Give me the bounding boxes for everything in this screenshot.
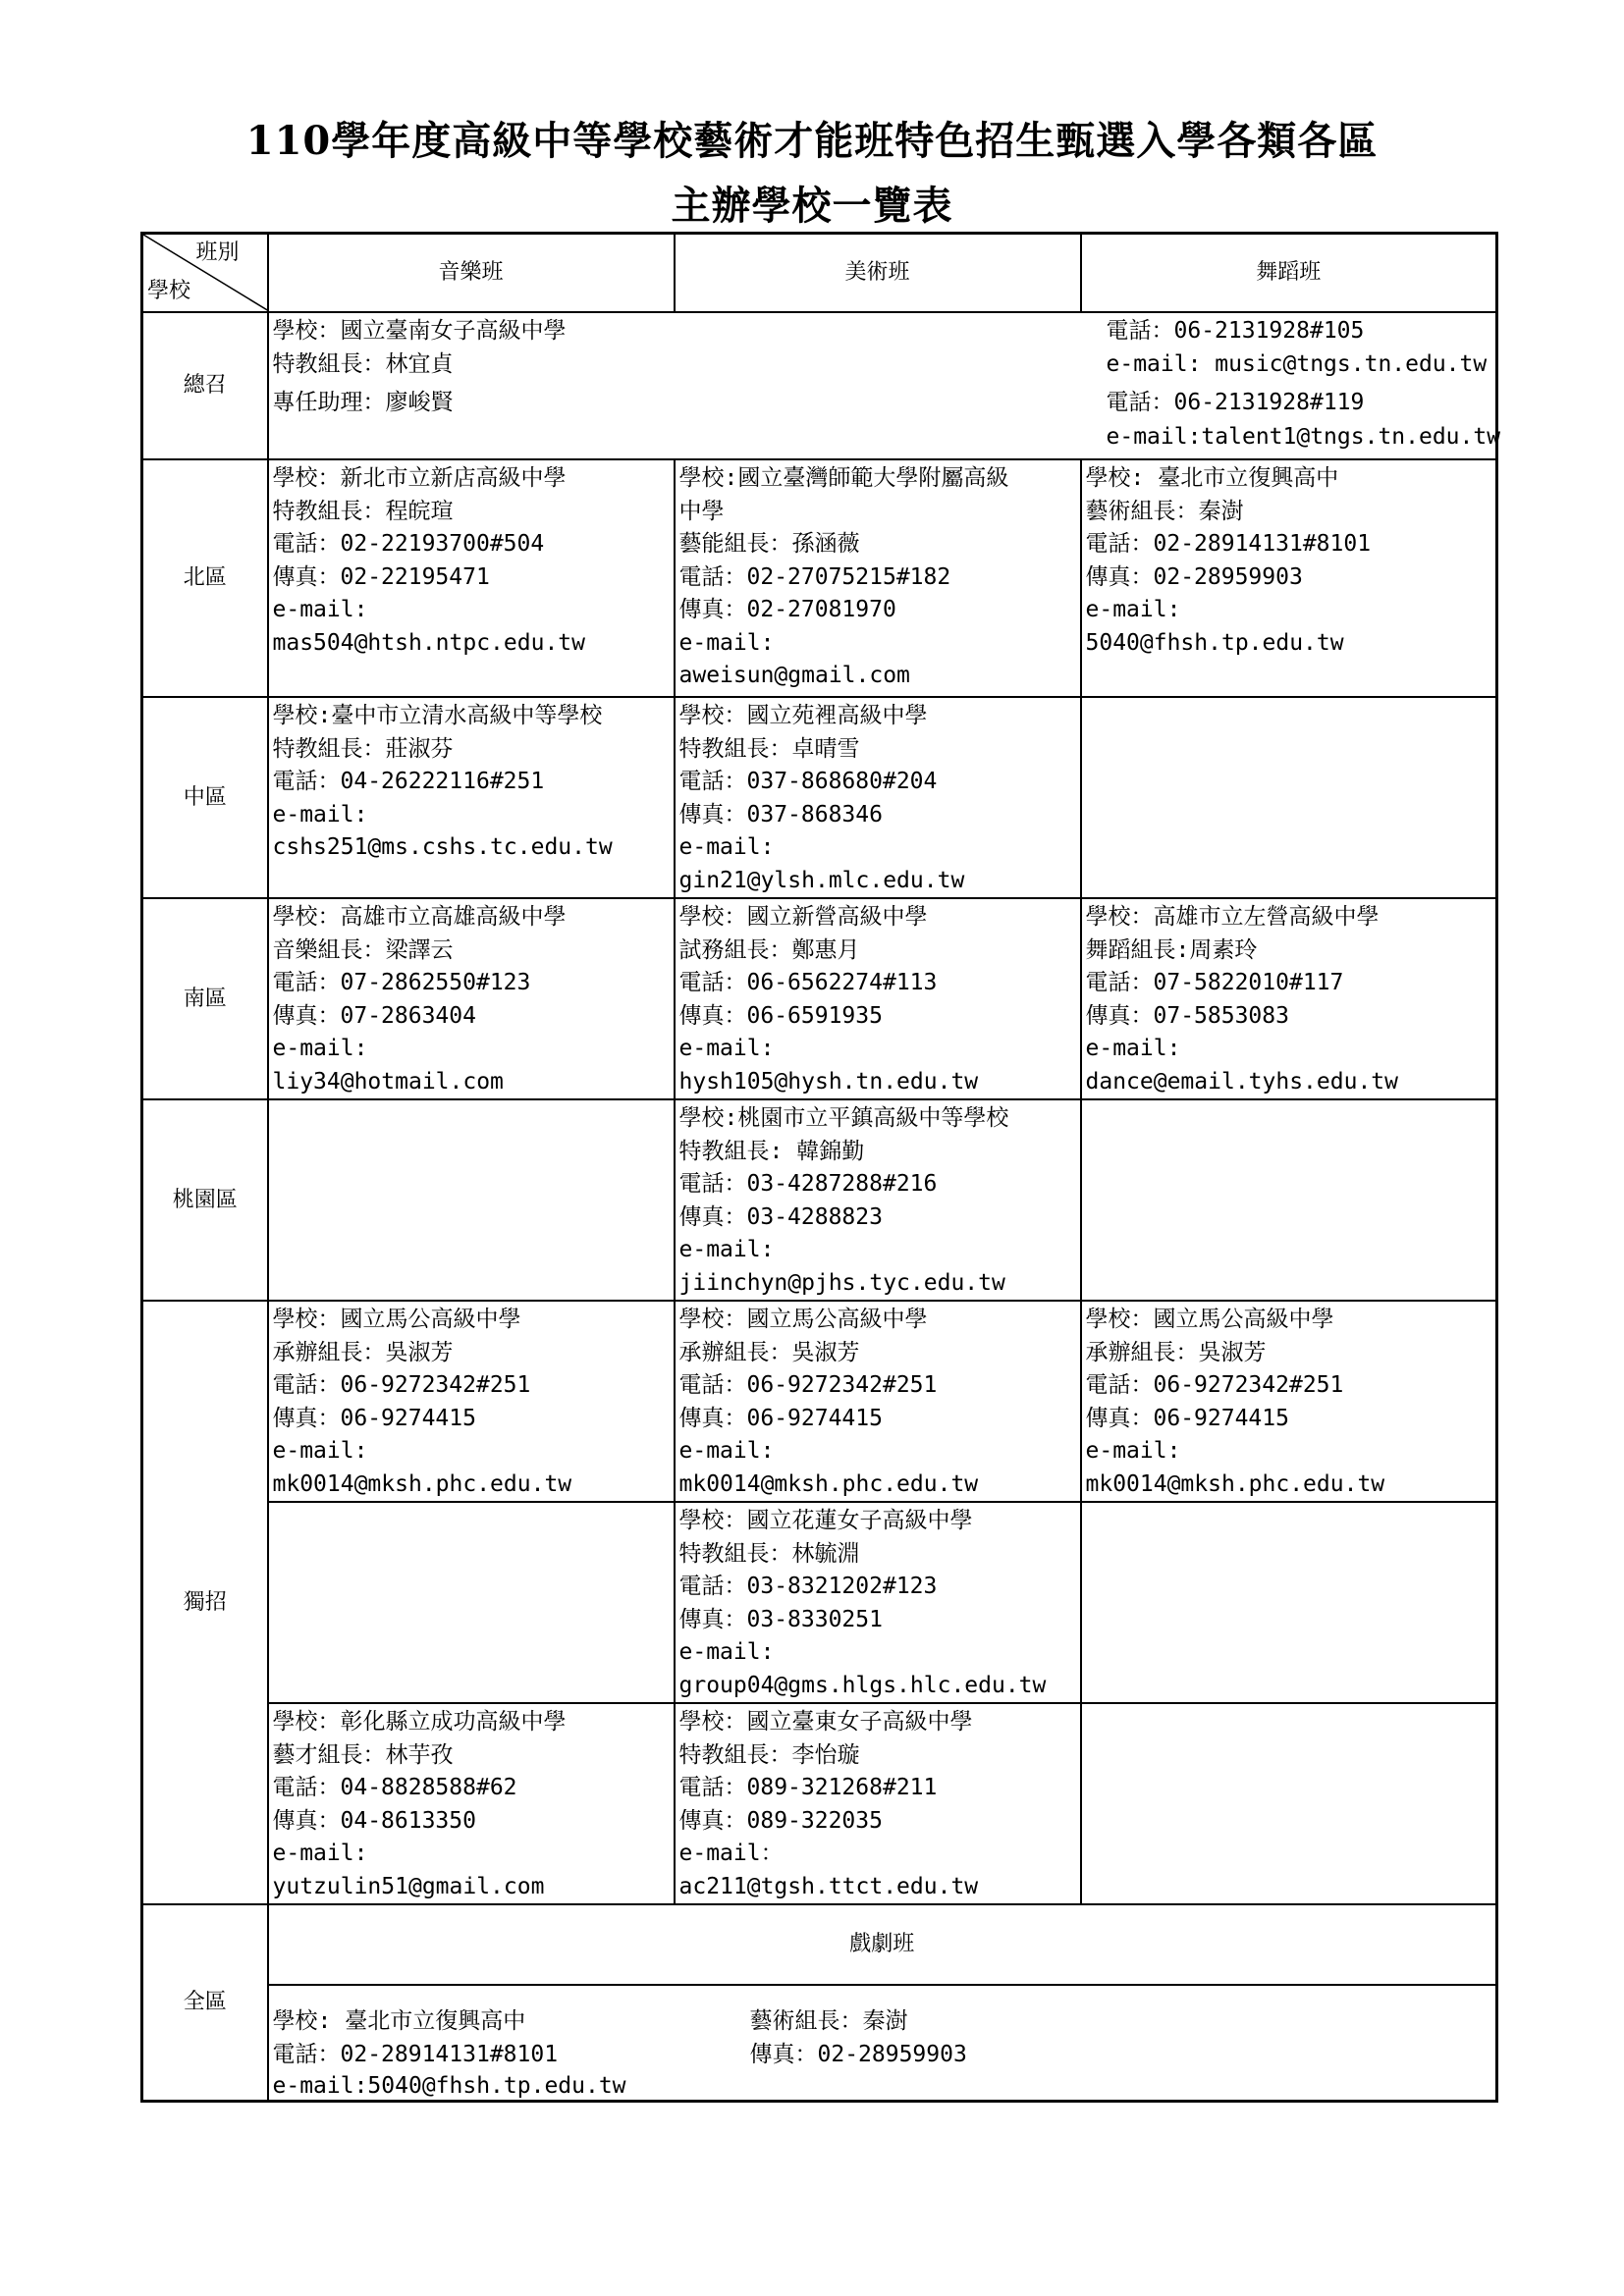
national-leader: 藝術組長：秦澍 [749, 2008, 908, 2034]
music-cell-line: 藝才組長：林芋孜 [272, 1741, 454, 1768]
art-cell [675, 1301, 1081, 1502]
art-cell-line: 藝能組長：孫涵薇 [678, 531, 860, 557]
music-cell [268, 1502, 675, 1703]
music-cell-line: 學校：高雄市立高雄高級中學 [272, 904, 567, 930]
art-cell-line: 電話：03-4287288#216 [678, 1171, 938, 1197]
general-row [142, 312, 1497, 459]
art-cell-line: 試務組長：鄭惠月 [678, 936, 860, 963]
music-cell-line: e-mail: [272, 597, 368, 622]
dance-cell [1081, 1099, 1497, 1301]
art-cell-line: e-mail: [678, 834, 775, 860]
dance-cell-line: mk0014@mksh.phc.edu.tw [1085, 1470, 1385, 1497]
music-cell [268, 697, 675, 898]
music-cell [268, 1703, 675, 1904]
art-cell [675, 459, 1081, 697]
region-label: 全區 [142, 1904, 268, 2102]
art-cell [675, 898, 1081, 1099]
music-cell-line: e-mail: [272, 1841, 368, 1866]
music-cell-line: 傳真：07-2863404 [272, 1002, 476, 1029]
art-cell-line: group04@gms.hlgs.hlc.edu.tw [678, 1672, 1047, 1698]
general-email1: e-mail: music@tngs.tn.edu.tw [1106, 351, 1488, 377]
dance-cell-line: 傳真：07-5853083 [1085, 1002, 1289, 1029]
art-cell-line: gin21@ylsh.mlc.edu.tw [678, 867, 965, 893]
dance-cell-line: 藝術組長：秦澍 [1085, 498, 1244, 524]
national-info [268, 1985, 1497, 2102]
music-cell-line: 傳真：06-9274415 [272, 1405, 476, 1431]
drama-header: 戲劇班 [268, 1904, 1497, 1985]
music-cell-line: 電話：06-9272342#251 [272, 1372, 531, 1398]
art-cell-line: e-mail: [678, 1639, 775, 1665]
art-cell [675, 1099, 1081, 1301]
art-cell-line: 電話：03-8321202#123 [678, 1574, 938, 1599]
art-cell-line: 傳真：089-322035 [678, 1807, 883, 1834]
header-music: 音樂班 [268, 234, 675, 313]
art-cell-line: 傳真：02-27081970 [678, 597, 896, 622]
national-phone: 電話：02-28914131#8101 [272, 2042, 559, 2067]
region-label: 中區 [142, 697, 268, 898]
general-info [268, 312, 1501, 459]
art-cell-line: 傳真：06-9274415 [678, 1405, 883, 1431]
music-cell-line: 傳真：04-8613350 [272, 1807, 476, 1834]
dance-cell-line: 5040@fhsh.tp.edu.tw [1085, 629, 1344, 656]
dance-cell-line: 學校：國立馬公高級中學 [1085, 1307, 1334, 1332]
region-row [142, 459, 1497, 697]
general-phone1: 電話：06-2131928#105 [1106, 318, 1365, 344]
corner-school-label: 學校 [147, 278, 191, 303]
music-cell-line: 傳真：02-22195471 [272, 563, 490, 590]
page-title: 110學年度高級中等學校藝術才能班特色招生甄選入學各類各區 [245, 118, 1379, 164]
general-phone2: 電話：06-2131928#119 [1106, 390, 1365, 415]
art-cell-line: 學校:國立臺灣師範大學附屬高級 [678, 465, 1009, 491]
national-row [142, 1985, 1497, 2102]
dance-cell [1081, 1301, 1497, 1502]
general-assistant: 專任助理：廖峻賢 [272, 390, 454, 415]
music-cell-line: e-mail: [272, 1036, 368, 1061]
music-cell-line: 特教組長：莊淑芬 [272, 735, 454, 762]
national-email: e-mail:5040@fhsh.tp.edu.tw [272, 2073, 626, 2099]
school-table [140, 232, 1501, 2103]
dance-cell-line: dance@email.tyhs.edu.tw [1085, 1068, 1398, 1095]
art-cell-line: 承辦組長：吳淑芳 [678, 1339, 860, 1365]
music-cell-line: 特教組長：程皖瑄 [272, 498, 454, 524]
music-cell-line: cshs251@ms.cshs.tc.edu.tw [272, 834, 613, 860]
art-cell-line: e-mail： [678, 1841, 784, 1866]
music-cell-line: mas504@htsh.ntpc.edu.tw [272, 629, 585, 656]
dance-cell [1081, 459, 1497, 697]
music-cell-line: e-mail: [272, 801, 368, 828]
music-cell [268, 1301, 675, 1502]
dance-cell-line: 電話：02-28914131#8101 [1085, 531, 1372, 557]
art-cell-line: 學校：國立花蓮女子高級中學 [678, 1508, 973, 1533]
art-cell-line: 電話：02-27075215#182 [678, 563, 951, 590]
dance-cell-line: e-mail: [1085, 597, 1181, 622]
region-row [142, 697, 1497, 898]
dance-cell [1081, 898, 1497, 1099]
music-cell-line: 學校:臺中市立清水高級中等學校 [272, 703, 603, 728]
independent-row [142, 1301, 1497, 1502]
art-cell-line: 電話：06-9272342#251 [678, 1372, 938, 1398]
art-cell-line: hysh105@hysh.tn.edu.tw [678, 1068, 979, 1095]
art-cell [675, 1703, 1081, 1904]
music-cell-line: 學校：新北市立新店高級中學 [272, 465, 567, 491]
dance-cell [1081, 1703, 1497, 1904]
header-row [142, 234, 1497, 313]
dance-cell-line: 電話：06-9272342#251 [1085, 1372, 1344, 1398]
art-cell-line: e-mail: [678, 1036, 775, 1061]
corner-class-label: 班別 [195, 240, 240, 265]
art-cell-line: jiinchyn@pjhs.tyc.edu.tw [678, 1269, 1005, 1296]
general-leader: 特教組長：林宜貞 [272, 351, 454, 377]
music-cell [268, 459, 675, 697]
music-cell [268, 1099, 675, 1301]
region-label: 獨招 [142, 1301, 268, 1904]
general-school: 學校：國立臺南女子高級中學 [272, 318, 567, 344]
national-header-row [142, 1904, 1497, 1985]
dance-cell-line: 學校：高雄市立左營高級中學 [1085, 904, 1380, 930]
art-cell-line: 特教組長：林毓淵 [678, 1540, 860, 1567]
art-cell-line: 電話：089-321268#211 [678, 1775, 938, 1800]
art-cell-line: 學校：國立新營高級中學 [678, 904, 928, 930]
art-cell-line: 學校：國立臺東女子高級中學 [678, 1709, 973, 1735]
art-cell-line: 傳真：03-8330251 [678, 1606, 883, 1632]
header-dance: 舞蹈班 [1081, 234, 1497, 313]
art-cell-line: mk0014@mksh.phc.edu.tw [678, 1470, 979, 1497]
corner-cell [142, 234, 268, 313]
art-cell-line: 傳真：03-4288823 [678, 1203, 883, 1230]
art-cell-line: e-mail: [678, 1237, 775, 1262]
header-art: 美術班 [675, 234, 1081, 313]
music-cell-line: 電話：04-26222116#251 [272, 769, 545, 794]
region-label: 北區 [142, 459, 268, 697]
region-label: 南區 [142, 898, 268, 1099]
art-cell-line: 特教組長：李怡璇 [678, 1741, 860, 1768]
art-cell-line: 學校：國立馬公高級中學 [678, 1307, 928, 1332]
art-cell-line: 特教組長：卓晴雪 [678, 735, 860, 762]
art-cell-line: 傳真：06-6591935 [678, 1002, 883, 1029]
art-cell-line: 特教組長: 韓錦勤 [678, 1138, 865, 1164]
dance-cell-line: e-mail: [1085, 1036, 1181, 1061]
art-cell-line: 傳真：037-868346 [678, 801, 883, 828]
dance-cell-line: 承辦組長：吳淑芳 [1085, 1339, 1267, 1365]
art-cell-line: 學校:桃園市立平鎮高級中等學校 [678, 1105, 1009, 1131]
art-cell-line: 學校：國立苑裡高級中學 [678, 703, 928, 728]
national-school: 學校: 臺北市立復興高中 [272, 2008, 526, 2034]
dance-cell-line: e-mail: [1085, 1438, 1181, 1464]
independent-row [142, 1703, 1497, 1904]
music-cell-line: 電話：04-8828588#62 [272, 1775, 517, 1800]
dance-cell [1081, 697, 1497, 898]
music-cell-line: yutzulin51@gmail.com [272, 1873, 545, 1899]
music-cell-line: 學校：彰化縣立成功高級中學 [272, 1709, 567, 1735]
region-row [142, 898, 1497, 1099]
region-row [142, 1099, 1497, 1301]
music-cell-line: e-mail: [272, 1438, 368, 1464]
music-cell-line: 電話：02-22193700#504 [272, 531, 545, 557]
music-cell-line: 承辦組長：吳淑芳 [272, 1339, 454, 1365]
art-cell-line: e-mail: [678, 1438, 775, 1464]
dance-cell [1081, 1502, 1497, 1703]
independent-row [142, 1502, 1497, 1703]
music-cell-line: 電話：07-2862550#123 [272, 970, 531, 995]
art-cell-line: ac211@tgsh.ttct.edu.tw [678, 1873, 979, 1899]
region-label: 桃園區 [142, 1099, 268, 1301]
music-cell [268, 898, 675, 1099]
art-cell-line: 電話：06-6562274#113 [678, 970, 938, 995]
general-email2: e-mail:talent1@tngs.tn.edu.tw [1106, 424, 1501, 450]
art-cell-line: 中學 [678, 498, 725, 524]
art-cell [675, 697, 1081, 898]
art-cell-line: e-mail: [678, 629, 775, 656]
dance-cell-line: 傳真：02-28959903 [1085, 563, 1303, 590]
music-cell-line: 音樂組長：梁譯云 [272, 936, 454, 963]
art-cell-line: aweisun@gmail.com [678, 663, 910, 688]
music-cell-line: mk0014@mksh.phc.edu.tw [272, 1470, 572, 1497]
art-cell-line: 電話：037-868680#204 [678, 769, 938, 794]
dance-cell-line: 學校: 臺北市立復興高中 [1085, 465, 1339, 491]
music-cell-line: liy34@hotmail.com [272, 1068, 504, 1095]
music-cell-line: 學校：國立馬公高級中學 [272, 1307, 521, 1332]
page-subtitle: 主辦學校一覽表 [671, 183, 953, 229]
region-label: 總召 [142, 312, 268, 459]
art-cell [675, 1502, 1081, 1703]
national-fax: 傳真：02-28959903 [749, 2042, 967, 2067]
dance-cell-line: 傳真：06-9274415 [1085, 1405, 1289, 1431]
dance-cell-line: 舞蹈組長:周素玲 [1085, 936, 1258, 963]
dance-cell-line: 電話：07-5822010#117 [1085, 970, 1344, 995]
